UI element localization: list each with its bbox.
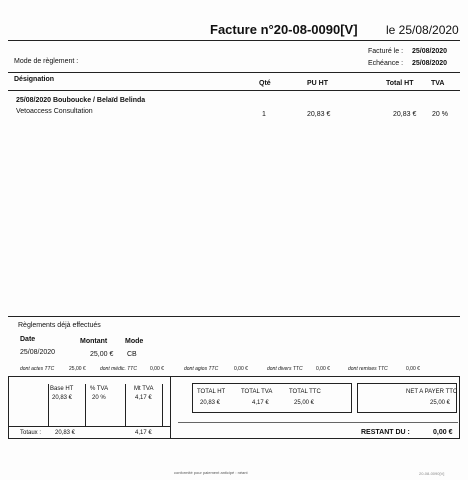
bottom-area-mid-rule	[170, 376, 171, 439]
invoiced-value: 25/08/2020	[412, 48, 448, 55]
col-designation: Désignation	[14, 76, 55, 83]
vat-col-base: Base HT	[50, 386, 74, 392]
vat-grid-line-1	[48, 384, 49, 426]
payments-col-amount: Montant	[80, 338, 108, 345]
vat-col-pct: % TVA	[90, 386, 109, 392]
vat-pct-value: 20 %	[92, 395, 106, 401]
payments-col-date: Date	[20, 336, 36, 343]
ttc-divers-label: dont divers TTC	[267, 366, 303, 372]
ttc-acts-label: dont actes TTC	[20, 366, 55, 372]
vat-col-amount: Mt TVA	[134, 386, 154, 392]
payments-col-mode: Mode	[125, 338, 144, 345]
vat-grid-line-2	[85, 384, 86, 426]
due-label: Echéance :	[368, 60, 404, 67]
item-designation: Vetoaccess Consultation	[16, 108, 93, 115]
payment-mode-label: Mode de règlement :	[14, 58, 79, 65]
vat-totals-rule	[8, 426, 170, 427]
patient-line: 25/08/2020 Bouboucke / Belaïd Belinda	[16, 97, 146, 104]
col-qty: Qté	[259, 80, 271, 87]
table-header-rule	[8, 90, 460, 91]
item-qty: 1	[262, 111, 266, 118]
restant-value: 0,00 €	[433, 429, 453, 436]
payment-date: 25/08/2020	[20, 349, 56, 356]
payments-title: Règlements déjà effectués	[18, 322, 101, 329]
vat-base-value: 20,83 €	[52, 395, 73, 401]
totals-tva-value: 4,17 €	[252, 400, 269, 406]
header-divider	[8, 40, 460, 41]
payment-mode: CB	[127, 351, 137, 358]
col-pu-ht: PU HT	[307, 80, 328, 87]
footer-legal: conformité pour paiement anticipé : néant	[174, 470, 248, 475]
payment-amount: 25,00 €	[90, 351, 114, 358]
totals-col-ttc: TOTAL TTC	[289, 389, 321, 395]
totals-col-tva: TOTAL TVA	[241, 389, 273, 395]
footer-ref: 20-08-0090[V]	[419, 471, 445, 476]
payments-top-rule	[8, 316, 460, 317]
totals-col-ht: TOTAL HT	[197, 389, 226, 395]
net-box	[357, 383, 457, 413]
item-pu-ht: 20,83 €	[307, 111, 331, 118]
item-total-ht: 20,83 €	[393, 111, 417, 118]
vat-grid-line-3	[125, 384, 126, 426]
invoice-date: le 25/08/2020	[386, 23, 459, 37]
vat-amount-value: 4,17 €	[135, 395, 152, 401]
vat-totals-label: Totaux :	[20, 430, 42, 436]
item-tva: 20 %	[432, 111, 448, 118]
due-value: 25/08/2020	[412, 60, 448, 67]
bottom-area-bottom-rule	[8, 438, 460, 439]
totals-ht-value: 20,83 €	[200, 400, 221, 406]
vat-totals-base: 20,83 €	[55, 430, 76, 436]
table-top-rule	[8, 72, 460, 73]
ttc-remises-value: 0,00 €	[406, 366, 420, 372]
ttc-agios-value: 0,00 €	[234, 366, 248, 372]
vat-totals-tva: 4,17 €	[135, 430, 152, 436]
net-value: 25,00 €	[430, 400, 451, 406]
ttc-acts-value: 25,00 €	[69, 366, 86, 372]
totals-ttc-value: 25,00 €	[294, 400, 315, 406]
invoice-title: Facture n°20-08-0090[V]	[210, 22, 358, 37]
net-label: NET A PAYER TTC	[406, 389, 458, 395]
col-total-ht: Total HT	[386, 80, 414, 87]
vat-grid-line-4	[162, 384, 163, 426]
ttc-medic-label: dont médic. TTC	[100, 366, 137, 372]
invoiced-label: Facturé le :	[368, 48, 404, 55]
restant-rule	[178, 422, 458, 423]
bottom-area-top-rule	[8, 376, 460, 377]
ttc-remises-label: dont remises TTC	[348, 366, 388, 372]
bottom-area-right-rule	[459, 376, 460, 439]
ttc-agios-label: dont agios TTC	[184, 366, 219, 372]
ttc-divers-value: 0,00 €	[316, 366, 330, 372]
ttc-medic-value: 0,00 €	[150, 366, 164, 372]
totals-box	[192, 383, 352, 413]
restant-label: RESTANT DU :	[361, 429, 410, 436]
col-tva: TVA	[431, 80, 445, 87]
bottom-area-left-rule	[8, 376, 9, 439]
